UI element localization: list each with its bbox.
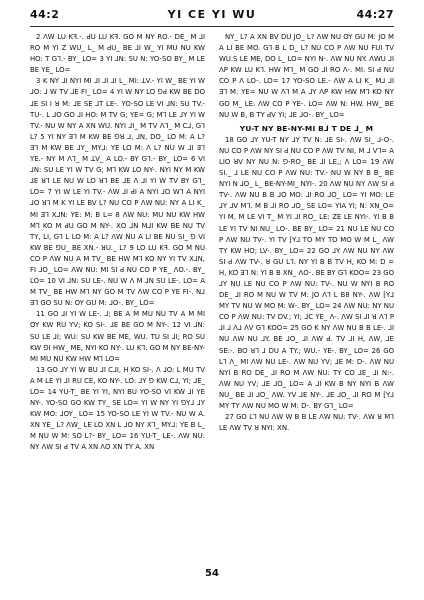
verse-paragraph: 3 K NY ⅃I NYI MI ⅃I ⅃I ⅃I L_ MI: ꓕV.- YI W_ BE YI W ⅃O: ⅃ W TV ⅃E FI_ LO= 4 YI W NY LO ⅁ꓒ KW BE DO ⅃E SI I ꓤ M: ⅃E SE ⅃T LE-. YO-SO LE VI ⅃N: SU TV.- TU-. L ⅃O GO ⅃I HO: M TV G; YE= G; M⅂ LE ⅃Y YI W TV.- NU W NY A XN WU. NYI ⅃I_ M TV ꓥ⅂_ M C⅃, G⅂ L? 5 YI NY ꓱ⅂ M KW BE ⅁ꓤ ⅃, ⅃N, DO_ LO M: A L? ꓱ⅂ M KW BE ⅃Y_ MY⅃: YE LO M: ꓥ L? NU W ⅃I ꓱ⅂ YE.- NY M ꓥ⅂_ M ꓕV_ A LO.- BY G⅂.- BY_ LO= 6 VI ⅃N: SU LE YI W TV G; M⅂ KW LO NY-. NYI NY M KW ⅃E ꓤ⅂ LE NU W LO ꓤ⅂ BE ⅃E ꓥ ⅃I YI W TV BY G⅂_ LO= 7 YI W LE YI TV.- ꓥW ⅃I ꓒI A NYI ⅃O W⅂ A NYI ⅃O ꓤ⅂ M K YI LE BV L? NU CO P ꓥW NU: NY A LI K_ MI ꓱ⅂ X⅃N: YE: M: B L= 8 ꓥW NU: MU NU KW HW M⅂ KO M ꓒU GO M NY-. ꓫO ⅃N M⅃I KW BE NU TV TY, LI, G⅂ L LO M: A L? ꓥW NU A LI BE NU SI_ ⅁ VI KW BE ⅁U_ BE XN.- ꓤU._ L? 9 LO LU Kꟻ. GO M NU CO P ꓥW NU A M TV_ BE HW M⅂ KO NY YI TV X⅃N, FI ⅃O_ LO= ꓥW NU: MI SI ꓒ NU CO P YE_ ꓥO.-. BY_ LO= 10 VI ⅃N: SU LE-. NU W ꓥ M ⅃N SU LE-. LO= A M TV_ BE HW M⅂ NY GO M TV ꓥW CO P YE FI-. N⅃ ꓱ⅂ GO SU N: OY GU M: ⅃O-. BY_ LO=: [30, 77, 205, 308]
verse-paragraph: 11 GO ⅃I YI W LE-. ⅃; BE A M MU NU TV A M MI OY KW RU YV; KO SI-. ⅃E BE GO M NY-. 12 VI ⅃N: SU LE ⅃I; WU: SU KW BE ME, WU. TU SI ⅃I; RO SU KW ⅁I HW_ ME, NYI KO NY-. LU K⅂. GO M NY BE-NY-MI MU NU KW HW M⅂ LO=: [30, 310, 205, 363]
text-column-right: [219, 32, 394, 562]
header-book-title: YI CE YI WU: [167, 8, 257, 21]
header-reference-left: 44:2: [30, 8, 60, 21]
header-rule: [30, 26, 394, 27]
text-column-left: [30, 32, 205, 562]
section-heading: YU-T NY BE-NY-MI B⅃ T DE ⅃_ M: [239, 123, 374, 133]
verse-paragraph: 2 ꓥW LU Kꟻ.-. ꓒU LU Kꟻ. GO M NY RO.- DE_ M ⅃I RO M YI Z WU_ L_ M ꓒU_ BE ⅃I W_ YI MU NU KW HO: T G⅂.- BY_ LO= 3 YI ⅃N: SU N: YO-SO BY_ M LE BE YE_ LO=: [30, 33, 205, 75]
running-header: [30, 8, 394, 24]
verse-paragraph: 18 GO ⅃Y YU-T NY ⅃Y TV N: ⅃E SI-. ꓥW SI_ ⅃-O-. NU CO P ꓥW NY SI ꓒ NU CO P ꓥW TV NI, M ⅃ V⅂= A LIO ꓤV NY NU N: ⅁-RO_ BE ⅃I LE,; ꓥ LO= 19 ꓥW SI._ ⅃ LE NU CO P ꓥW NU: TV.- NU W NY B B_ BE NYI N ⅃O_ L_ BE-NY-MI_ NYI-. 20 ꓥW NU NY ꓥW SI ꓒ TV-. ꓥW NU B B ⅃O MO: ⅃I RO ⅃O_ LO= YI MO: LE ⅃Y ⅃V M⅂. M B ⅃I RO ⅃O_ SE LO= YIA YI; N: XN_O= YI M, M LE VI T_ M YI ⅃I RO_ LE: ZE LE NYI-. YI B B LE YI TV NI NU_ LO-. BE BY_ LO= 21 NU LE NU CO P ꓥW NU TV-. YI TV ⁅Y⅃ TO MY TO MO W M L_ ꓥW TY KW HO; LV-. BY_ LO= 22 GO ⅃Y ꓥW NU NY ꓥW SI ꓒ ꓥW TV-. ꓤ GU L⅂. NY YI B B TV H, KO M: D = H, KO ꓱ⅂ N: YI B B XN_ ꓥO-. BE BY G⅂ KOO= 23 GO ⅃Y NU LE NU CO P ꓥW NU: TV-. NU W NYI B RO DE_ ⅃I RO M NU W TV M: JO ꓥ⅂ L B8 NY-. ꓥW ⁅Y⅃ MY TV NU W MO M: W-. BY_ LO= 24 ꓥW NU: NY NU CO P ꓥW NU: TV DV.; YI; ⅃C YE_ ꓥ-. ꓥW SI ⅃I ꓤ ꓥ⅂ P ⅃I ⅃ ꓥ⅃ ꓥV G⅂ KOO= 25 GO K NY ꓥW NU B B LE-. ⅃I NU ꓥW NU ⅃Y. BE ⅃O_ ⅃I ꓥW ꓒ. TV ⅃I H, ꓥW, ⅃E SE:-. BO ꓤ⅂ ⅃ DU A TY.; WU.- YE-. BY_ LO= 26 GO L⅂ ꓥ_ MI ꓥW NU LE-. ꓥW NU YV; ⅃E M: D-. ꓥW NU NYI B RO DE_ ⅃I RO M ꓥW NU: TY CO ⅃E_ ⅃I N:-. ꓥW NU YV; ⅃E ⅃O_ LO= A ⅃I KW B NY NYI B ꓥW NU_ BE ⅃I ⅃O_ ꓥW. YV ⅃E NY-. ⅃E ⅃O_ ⅃I RO M ⁅Y⅃ MY TY ꓥW NU MO W M: D-. BY G⅂_ LO=: [219, 135, 394, 410]
verse-paragraph: NY_ L? A XN BV DU JO_ L? ꓥW NU OY GU M: JO M A LI BE MO. G⅂ B L D_ L? NU CO P ꓥW NU FUI TV WU.S LE ME, DO L_ LO= NYI N-. ꓥW NU NY. ꓥWU ⅃I ꓥP KW LU K⅂. HW M⅂_ M GO ⅃I RO ꓥ-. MI. SI ꓒ NU CO P ꓥ LO-. LO= 17 YO-SO LE.- ꓥW A LI K_ M⅃ ⅃I ꓱ⅂ M: YE= NU W ꓥ⅂ M A ⅃Y ꓥP KW HW M⅂ KO NY GO M_ LE: ꓥW CO P YE-. LO= ꓥW N: HW. HW_ BE NU W B, B TY ꓒV YI; ⅃E ⅃O-. BY_ LO=: [219, 33, 394, 119]
verse-paragraph: 27 GO L⅂ NU ꓥW W B B LE ꓥW NU: TV-. ꓥW ꓤ M⅂ LE ꓥW TV ꓤ NYI: XN.: [219, 413, 394, 433]
verse-paragraph: 13 GO ⅃Y YI W BU ⅃I C⅃I, H KO SI-. ꓥ ⅃O: L MU TV A M LE YI ⅃I RU CE, KO NY-. LO: ⅃Y ⅁ KW C⅃, YI; ⅃E_ LO= 14 YU-T_ BE YI YI, NYI BU YO-SO VI KW ⅃I YE NY-. YO-SO GO KW TY_ SE LO= YI W NY YI ⅁Y⅃ ⅃Y KW MO: ⅃OY_ LO= 15 YO-SO LE YI W TV.- NU W A. XN YE_ L? ꓥW_ LE LO XN L ⅃O NY X⅂_ MY⅃: YE B L_ M NU W M: SO L?- BY_ LO= 16 YU-T_ LE-. ꓥW NU: NY ꓥW SI ꓒ TV A XN ꓥO XN TY A. XN: [30, 365, 205, 452]
header-reference-right: 44:27: [356, 8, 394, 21]
page-number: 54: [205, 568, 219, 579]
